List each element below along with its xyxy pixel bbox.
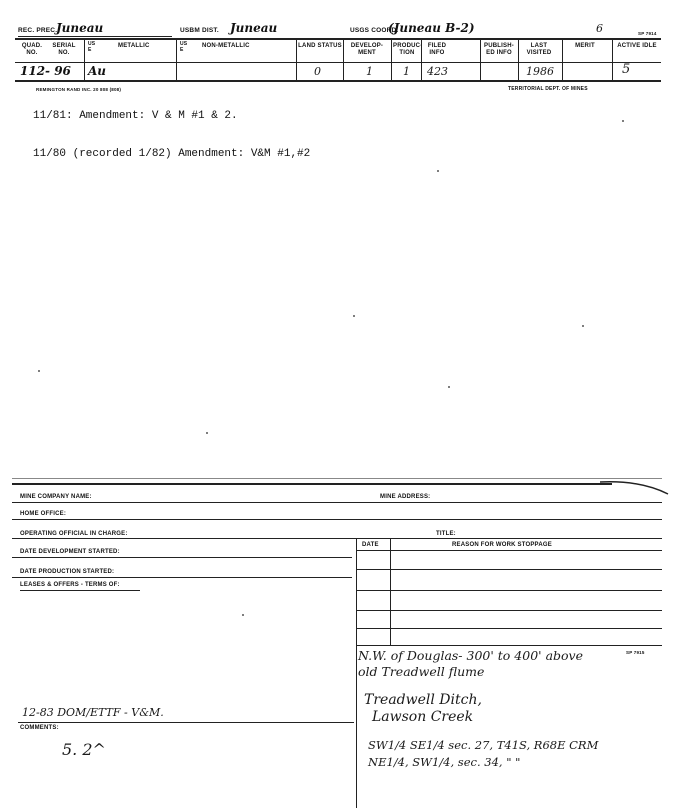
note-legal-1: SW1/4 SE1/4 sec. 27, T41S, R68E CRM — [368, 738, 599, 752]
comments-label: COMMENTS: — [20, 725, 59, 731]
note-location-2: old Treadwell flume — [358, 664, 485, 679]
published-info-label: PUBLISH-ED INFO — [484, 43, 514, 56]
filed-info-label: FILED INFO — [427, 43, 447, 56]
amendment-line-1: 11/81: Amendment: V & M #1 & 2. — [33, 110, 238, 122]
serial-label: SERIAL NO. — [52, 43, 76, 56]
rec-prec-value: Juneau — [56, 21, 104, 35]
metallic-value: Au — [88, 64, 107, 78]
active-idle-value: 5 — [622, 62, 631, 77]
last-visited-value: 1986 — [526, 65, 554, 78]
dev-started-label: DATE DEVELOPMENT STARTED: — [20, 549, 120, 555]
dept-line: TERRITORIAL DEPT. OF MINES — [508, 86, 588, 92]
dom-note: 12-83 DOM/ETTF - V&M. — [22, 706, 164, 719]
note-name-1: Treadwell Ditch, — [364, 692, 482, 708]
title-label: TITLE: — [436, 531, 456, 537]
development-value: 1 — [366, 65, 373, 78]
home-office-label: HOME OFFICE: — [20, 511, 67, 517]
land-status-label: LAND STATUS — [298, 43, 342, 49]
last-visited-label: LAST VISITED — [526, 43, 552, 56]
land-status-value: 0 — [314, 65, 321, 78]
sp-code-bottom: SP 7915 — [626, 650, 645, 655]
use-metallic-label: USE — [88, 41, 96, 53]
operating-official-label: OPERATING OFFICIAL IN CHARGE: — [20, 531, 128, 537]
note-name-2: Lawson Creek — [372, 709, 474, 725]
prod-started-label: DATE PRODUCTION STARTED: — [20, 569, 115, 575]
quad-serial-value: 112- 96 — [20, 64, 71, 78]
merit-label: MERIT — [575, 43, 595, 49]
quad-label: QUAD. NO. — [21, 43, 43, 56]
metallic-label: METALLIC — [118, 43, 150, 49]
amendment-line-2: 11/80 (recorded 1/82) Amendment: V&M #1,#2 — [33, 148, 311, 160]
comment-scribble: 5. 2^ — [62, 740, 106, 759]
development-label: DEVELOP-MENT — [350, 43, 384, 56]
leases-label: LEASES & OFFERS - TERMS OF: — [20, 582, 120, 588]
use-nonmetallic-label: USE — [180, 41, 188, 53]
active-idle-label: ACTIVE IDLE — [617, 43, 657, 49]
reason-label: REASON FOR WORK STOPPAGE — [452, 542, 552, 548]
card-edge-curve — [600, 472, 670, 496]
usgs-coord-value: (Juneau B-2) — [388, 21, 475, 35]
sp-code-top: SP 7914 — [638, 31, 657, 36]
printer-line: REMINGTON RAND INC. 20 808 (808) — [36, 87, 122, 92]
production-value: 1 — [403, 65, 410, 78]
note-location: N.W. of Douglas- 300' to 400' above — [358, 648, 584, 663]
usbm-dist-label: USBM DIST. — [180, 27, 219, 34]
usgs-coord-label: USGS COORD. — [350, 27, 399, 34]
mine-address-label: MINE ADDRESS: — [380, 494, 431, 500]
date-label: DATE — [362, 542, 379, 548]
rec-prec-label: REC. PREC. — [18, 27, 58, 34]
nonmetallic-label: NON-METALLIC — [202, 43, 250, 49]
note-legal-2: NE1/4, SW1/4, sec. 34, " " — [368, 755, 521, 769]
filed-info-value: 423 — [427, 65, 448, 78]
production-label: PRODUC-TION — [393, 43, 423, 56]
mine-company-label: MINE COMPANY NAME: — [20, 494, 92, 500]
merit-handwritten: 6 — [596, 22, 603, 35]
usbm-dist-value: Juneau — [230, 21, 278, 35]
